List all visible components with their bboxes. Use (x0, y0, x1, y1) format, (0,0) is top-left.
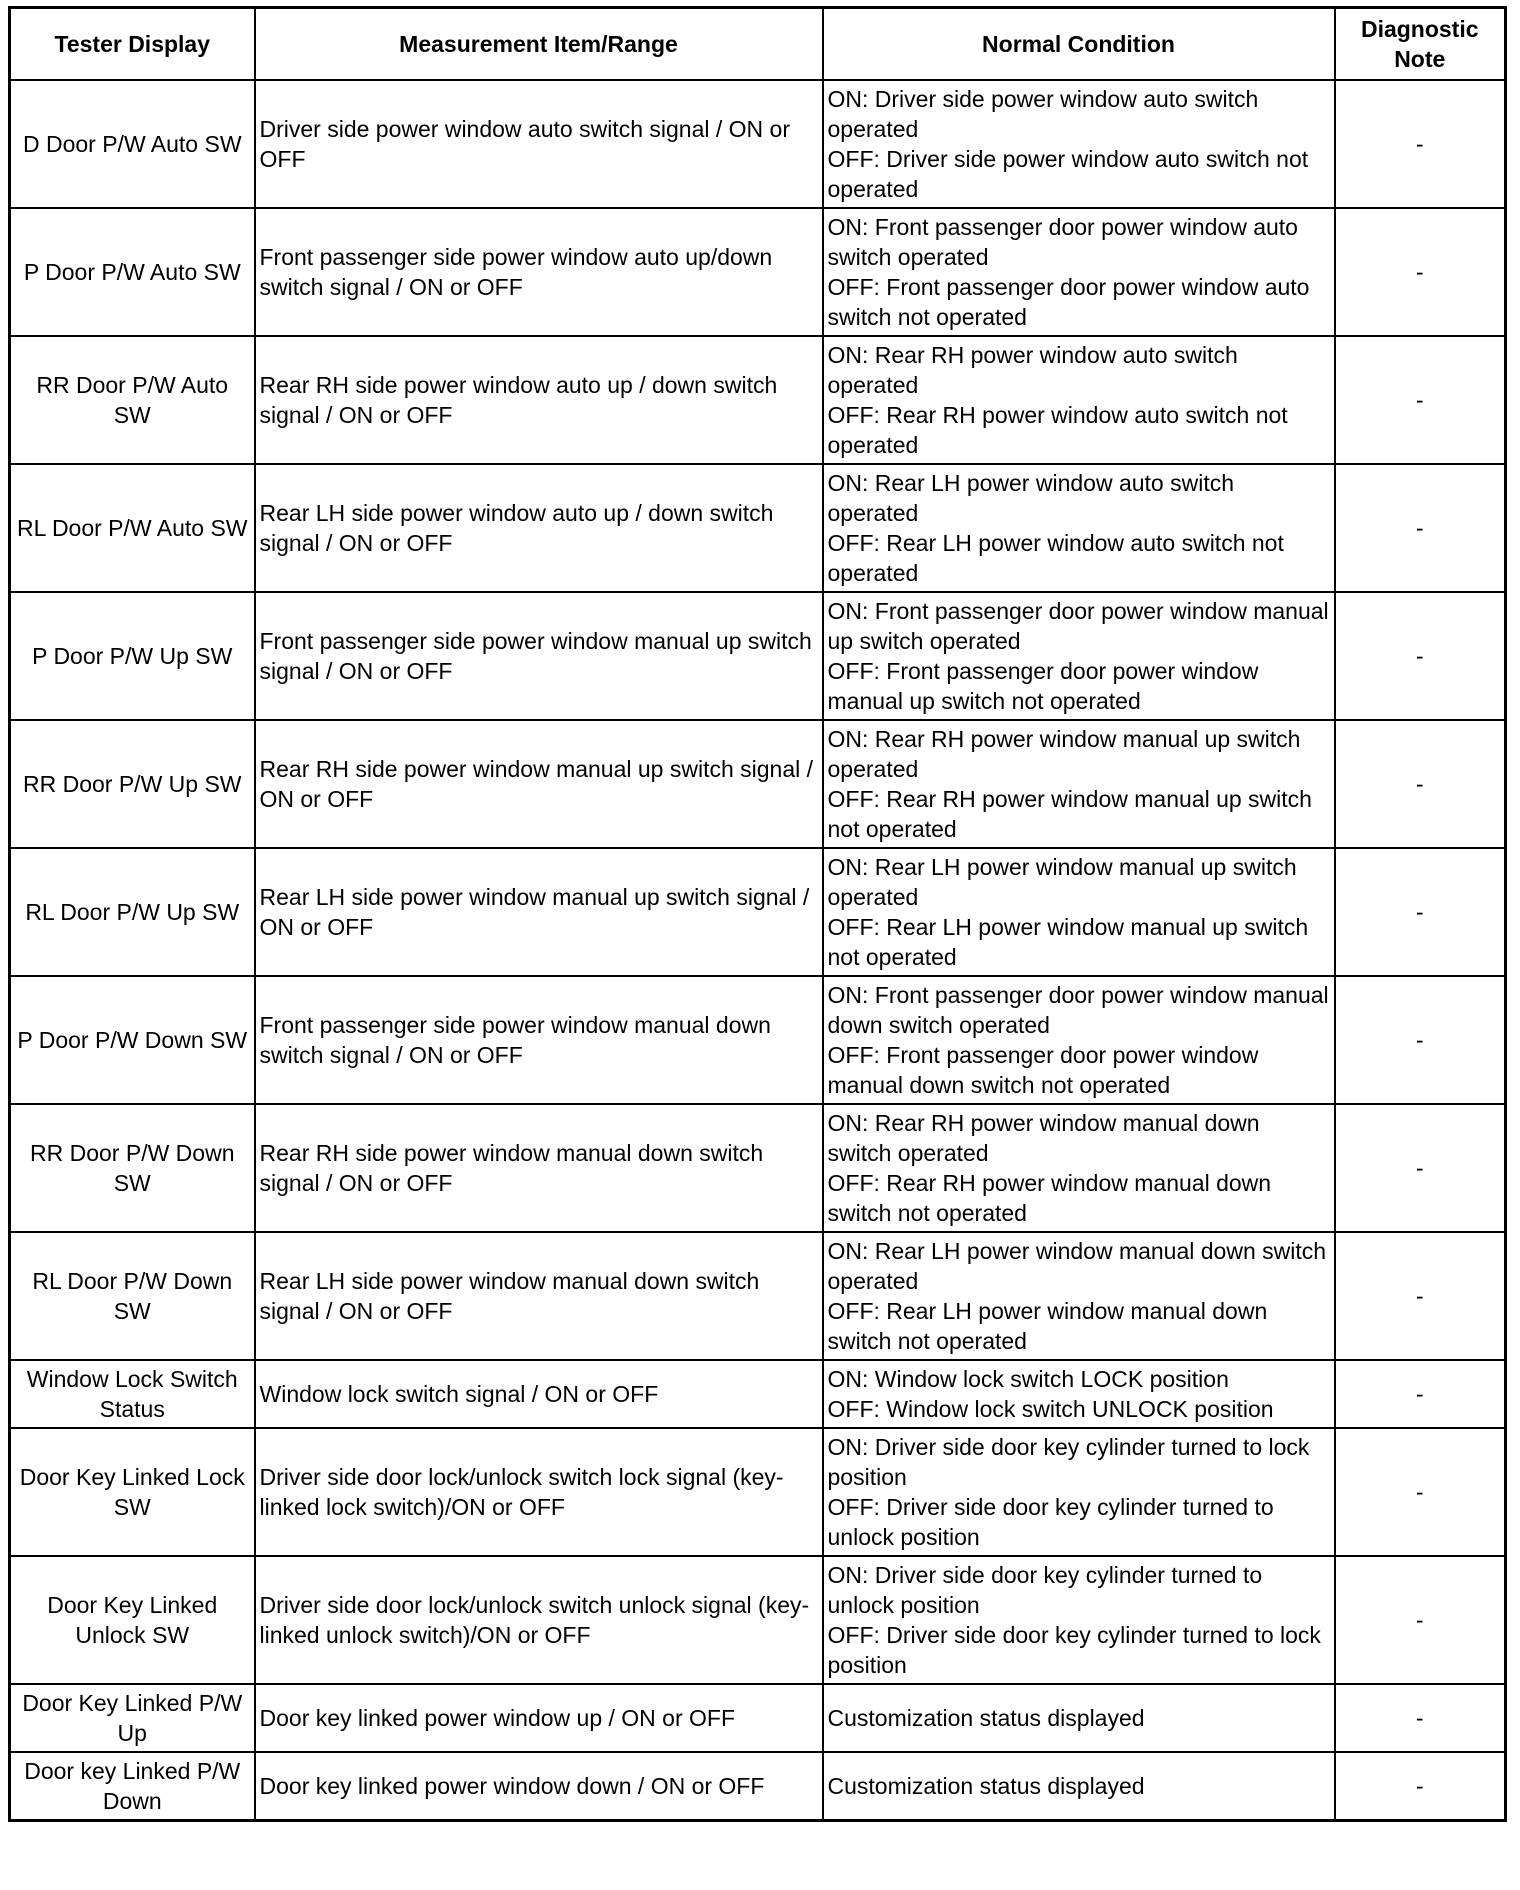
measurement-item-cell: Rear LH side power window manual up switch signal / ON or OFF (255, 848, 823, 976)
measurement-item-cell: Driver side power window auto switch signal / ON or OFF (255, 80, 823, 208)
normal-condition-cell (823, 720, 1335, 848)
normal-condition-cell (823, 976, 1335, 1104)
table-row (10, 80, 1506, 208)
diagnostic-note-cell: - (1335, 336, 1506, 464)
tester-display-cell: Window Lock Switch Status (10, 1360, 255, 1428)
header-tester-display: Tester Display (10, 8, 255, 81)
tester-display-cell: RL Door P/W Up SW (10, 848, 255, 976)
condition-on-text: ON: Front passenger door power window manual down switch operated (827, 982, 1329, 1038)
tester-display-cell: Door Key Linked Lock SW (10, 1428, 255, 1556)
diagnostic-note-cell: - (1335, 1752, 1506, 1821)
condition-on-text: ON: Rear LH power window manual down switch operated (827, 1238, 1327, 1294)
measurement-item-cell: Driver side door lock/unlock switch lock signal (key-linked lock switch)/ON or OFF (255, 1428, 823, 1556)
condition-off-text: OFF: Rear RH power window manual down switch not operated (827, 1170, 1272, 1226)
measurement-item-cell: Door key linked power window down / ON or OFF (255, 1752, 823, 1821)
table-row (10, 1232, 1506, 1360)
table-row (10, 1104, 1506, 1232)
table-row (10, 1360, 1506, 1428)
measurement-item-cell: Front passenger side power window manual up switch signal / ON or OFF (255, 592, 823, 720)
condition-on-text: ON: Rear RH power window manual up switch operated (827, 726, 1301, 782)
tester-display-cell: D Door P/W Auto SW (10, 80, 255, 208)
diagnostic-note-cell: - (1335, 720, 1506, 848)
normal-condition-cell (823, 1104, 1335, 1232)
measurement-item-cell: Rear RH side power window auto up / down switch signal / ON or OFF (255, 336, 823, 464)
condition-on-text: ON: Rear LH power window manual up switch operated (827, 854, 1297, 910)
condition-off-text: OFF: Driver side power window auto switch not operated (827, 146, 1309, 202)
measurement-item-cell: Rear RH side power window manual down switch signal / ON or OFF (255, 1104, 823, 1232)
diagnostic-note-cell: - (1335, 1232, 1506, 1360)
header-diagnostic-note-line2: Note (1394, 46, 1446, 72)
measurement-item-cell: Rear LH side power window manual down switch signal / ON or OFF (255, 1232, 823, 1360)
table-row (10, 336, 1506, 464)
header-measurement-item: Measurement Item/Range (255, 8, 823, 81)
tester-display-cell: RR Door P/W Up SW (10, 720, 255, 848)
condition-off-text: OFF: Rear LH power window auto switch not operated (827, 530, 1284, 586)
table-header-row (10, 8, 1506, 81)
table-row (10, 1556, 1506, 1684)
diagnostic-note-cell: - (1335, 976, 1506, 1104)
condition-on-text: ON: Window lock switch LOCK position (827, 1366, 1229, 1392)
diagnostic-note-cell: - (1335, 1428, 1506, 1556)
condition-off-text: OFF: Driver side door key cylinder turned to unlock position (827, 1494, 1274, 1550)
normal-condition-cell (823, 848, 1335, 976)
normal-condition-cell: Customization status displayed (823, 1684, 1335, 1752)
tester-display-cell: Door Key Linked P/W Up (10, 1684, 255, 1752)
condition-on-text: ON: Front passenger door power window auto switch operated (827, 214, 1298, 270)
measurement-item-cell: Front passenger side power window manual down switch signal / ON or OFF (255, 976, 823, 1104)
normal-condition-cell (823, 1556, 1335, 1684)
tester-display-cell: RL Door P/W Auto SW (10, 464, 255, 592)
diagnostic-note-cell: - (1335, 848, 1506, 976)
normal-condition-cell (823, 1428, 1335, 1556)
condition-off-text: OFF: Rear LH power window manual up switch not operated (827, 914, 1309, 970)
condition-off-text: OFF: Driver side door key cylinder turned to lock position (827, 1622, 1321, 1678)
diagnostic-note-cell: - (1335, 1556, 1506, 1684)
condition-on-text: ON: Rear RH power window auto switch operated (827, 342, 1238, 398)
condition-on-text: ON: Driver side door key cylinder turned to unlock position (827, 1562, 1263, 1618)
tester-display-cell: RR Door P/W Auto SW (10, 336, 255, 464)
measurement-item-cell: Driver side door lock/unlock switch unlock signal (key-linked unlock switch)/ON or OFF (255, 1556, 823, 1684)
condition-off-text: OFF: Window lock switch UNLOCK position (827, 1396, 1274, 1422)
condition-on-text: ON: Driver side door key cylinder turned to lock position (827, 1434, 1310, 1490)
condition-off-text: OFF: Rear LH power window manual down switch not operated (827, 1298, 1268, 1354)
normal-condition-cell (823, 1360, 1335, 1428)
measurement-item-cell: Window lock switch signal / ON or OFF (255, 1360, 823, 1428)
diagnostic-note-cell: - (1335, 80, 1506, 208)
normal-condition-cell (823, 208, 1335, 336)
table-row (10, 1752, 1506, 1821)
header-diagnostic-note (1335, 8, 1506, 81)
table-row (10, 1428, 1506, 1556)
condition-on-text: ON: Front passenger door power window manual up switch operated (827, 598, 1329, 654)
condition-off-text: OFF: Rear RH power window manual up switch not operated (827, 786, 1312, 842)
diagnostic-note-cell: - (1335, 592, 1506, 720)
table-row (10, 464, 1506, 592)
condition-on-text: ON: Driver side power window auto switch operated (827, 86, 1259, 142)
normal-condition-cell (823, 336, 1335, 464)
condition-off-text: OFF: Front passenger door power window manual up switch not operated (827, 658, 1259, 714)
table-row (10, 592, 1506, 720)
tester-display-cell: Door key Linked P/W Down (10, 1752, 255, 1821)
table-row (10, 848, 1506, 976)
normal-condition-cell (823, 80, 1335, 208)
condition-off-text: OFF: Rear RH power window auto switch not operated (827, 402, 1288, 458)
normal-condition-cell: Customization status displayed (823, 1752, 1335, 1821)
tester-display-cell: RL Door P/W Down SW (10, 1232, 255, 1360)
diagnostic-note-cell: - (1335, 1104, 1506, 1232)
table-row (10, 720, 1506, 848)
tester-display-cell: P Door P/W Down SW (10, 976, 255, 1104)
tester-display-cell: Door Key Linked Unlock SW (10, 1556, 255, 1684)
normal-condition-cell (823, 592, 1335, 720)
measurement-item-cell: Rear LH side power window auto up / down switch signal / ON or OFF (255, 464, 823, 592)
table-row (10, 976, 1506, 1104)
measurement-item-cell: Door key linked power window up / ON or OFF (255, 1684, 823, 1752)
diagnostic-note-cell: - (1335, 1684, 1506, 1752)
diagnostic-note-cell: - (1335, 1360, 1506, 1428)
tester-display-cell: P Door P/W Up SW (10, 592, 255, 720)
condition-on-text: ON: Rear RH power window manual down switch operated (827, 1110, 1260, 1166)
table-row (10, 208, 1506, 336)
measurement-item-cell: Rear RH side power window manual up switch signal / ON or OFF (255, 720, 823, 848)
condition-off-text: OFF: Front passenger door power window manual down switch not operated (827, 1042, 1259, 1098)
normal-condition-cell (823, 464, 1335, 592)
tester-display-cell: P Door P/W Auto SW (10, 208, 255, 336)
diagnostic-note-cell: - (1335, 464, 1506, 592)
condition-on-text: ON: Rear LH power window auto switch operated (827, 470, 1234, 526)
normal-condition-cell (823, 1232, 1335, 1360)
data-list-table (8, 6, 1507, 1822)
table-row (10, 1684, 1506, 1752)
diagnostic-note-cell: - (1335, 208, 1506, 336)
measurement-item-cell: Front passenger side power window auto up/down switch signal / ON or OFF (255, 208, 823, 336)
header-diagnostic-note-line1: Diagnostic (1360, 16, 1479, 42)
condition-off-text: OFF: Front passenger door power window auto switch not operated (827, 274, 1310, 330)
header-normal-condition: Normal Condition (823, 8, 1335, 81)
tester-display-cell: RR Door P/W Down SW (10, 1104, 255, 1232)
